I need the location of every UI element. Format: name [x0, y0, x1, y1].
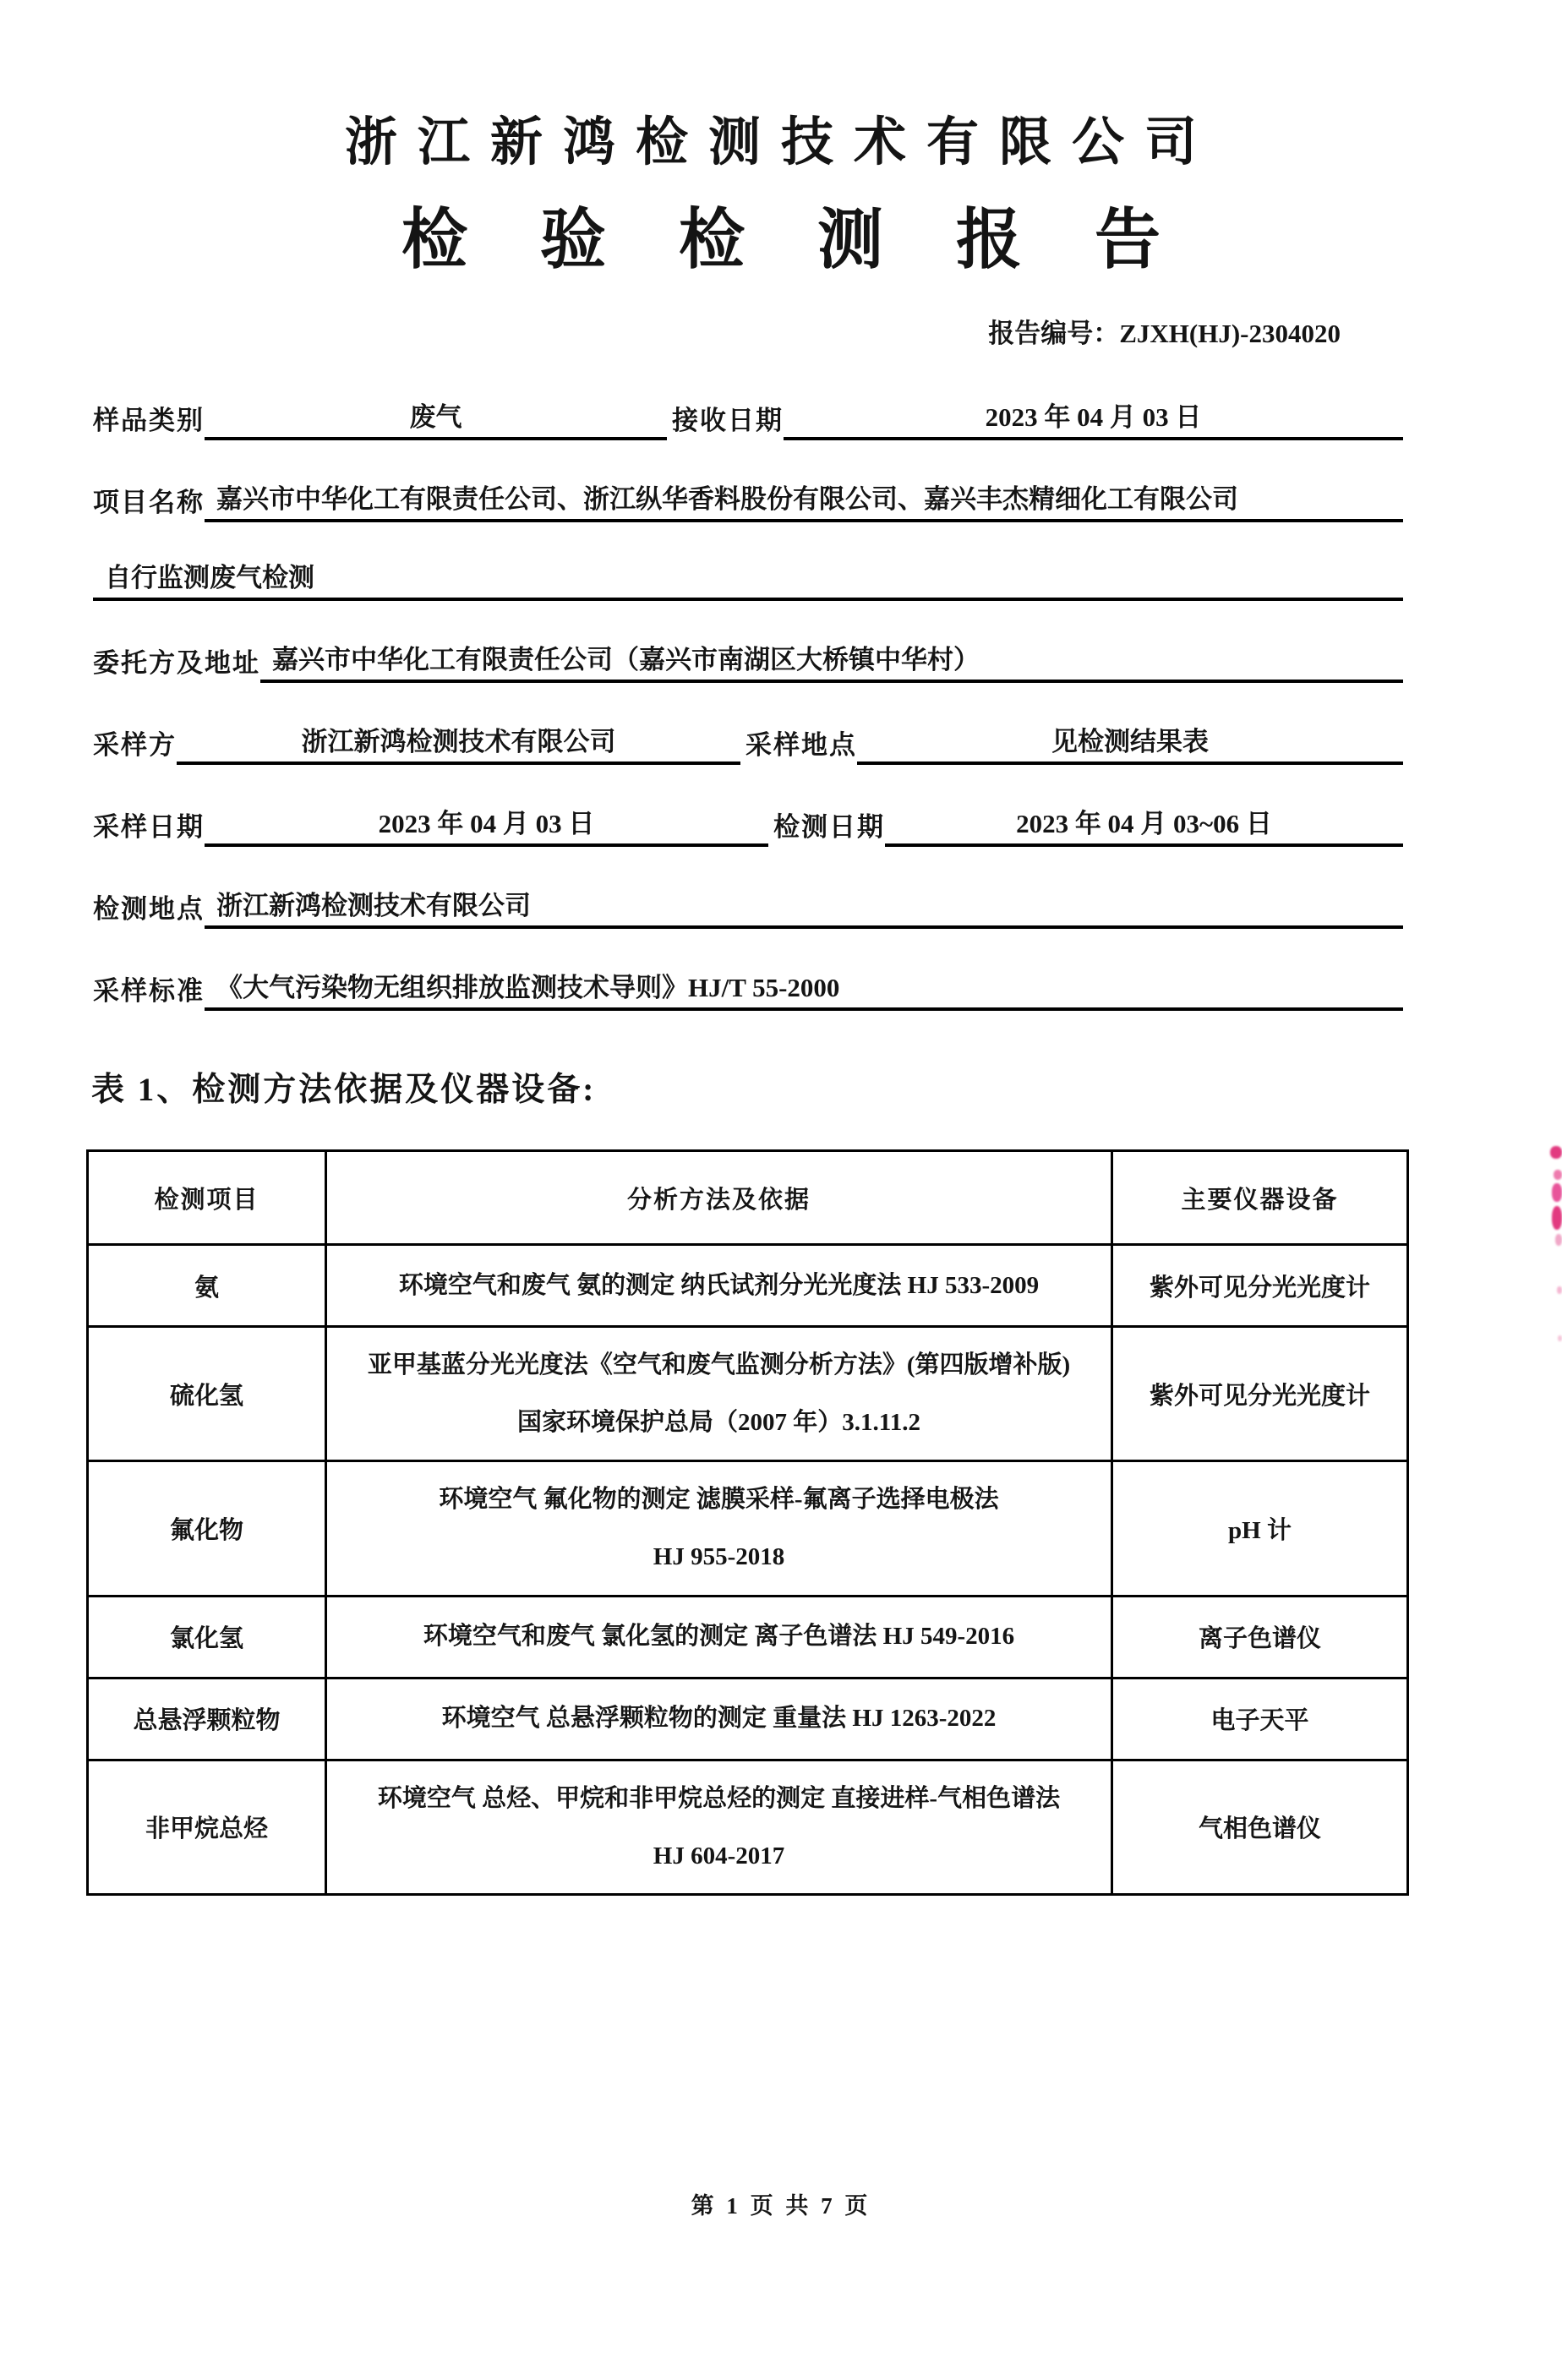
method-line: 亚甲基蓝分光光度法《空气和废气监测分析方法》(第四版增补版) [367, 1351, 1071, 1378]
report-number-label: 报告编号： [988, 319, 1120, 348]
method-cell [326, 1461, 1112, 1596]
method-cell [326, 1327, 1112, 1461]
red-stamp-mark [1555, 1234, 1562, 1246]
test-site-value: 浙江新鸿检测技术有限公司 [205, 884, 1403, 929]
red-stamp-mark [1550, 1146, 1562, 1159]
receive-date-value: 2023 年 04 月 03 日 [784, 396, 1403, 440]
report-title: 检验检测报告 [401, 203, 1233, 276]
project-name-label: 项目名称 [93, 488, 205, 517]
table-row [88, 1245, 1408, 1327]
test-item-cell: 氯化氢 [88, 1596, 326, 1678]
test-site-label: 检测地点 [93, 894, 205, 924]
table1-caption: 表 1、检测方法依据及仪器设备: [91, 1072, 597, 1108]
sampling-site-value: 见检测结果表 [857, 720, 1403, 765]
method-line: 环境空气 总烃、甲烷和非甲烷总烃的测定 直接进样-气相色谱法 [377, 1784, 1061, 1812]
red-stamp-mark [1554, 1170, 1562, 1180]
method-line: 环境空气和废气 氨的测定 纳氏试剂分光光度法 HJ 533-2009 [398, 1271, 1040, 1299]
instrument-cell: 气相色谱仪 [1112, 1760, 1408, 1894]
field-row-dates [93, 802, 1403, 847]
sample-category-value: 废气 [205, 396, 667, 440]
test-date-label: 检测日期 [773, 812, 885, 842]
sampling-site-label: 采样地点 [746, 730, 857, 760]
method-line: HJ 604-2017 [653, 1842, 785, 1870]
field-row-sampling-standard [93, 966, 1403, 1011]
method-cell [326, 1678, 1112, 1760]
test-item-cell: 氨 [88, 1245, 326, 1327]
table-row [88, 1760, 1408, 1894]
table-row [88, 1461, 1408, 1596]
methods-instruments-table [86, 1149, 1409, 1896]
sampling-date-label: 采样日期 [93, 812, 205, 842]
report-number-value: ZJXH(HJ)-2304020 [1119, 319, 1341, 348]
method-line: 环境空气 总悬浮颗粒物的测定 重量法 HJ 1263-2022 [441, 1705, 997, 1733]
page-number-footer: 第 1 页 共 7 页 [691, 2193, 871, 2219]
sampler-label: 采样方 [93, 730, 177, 760]
field-row-client [93, 638, 1403, 683]
red-stamp-mark [1558, 1335, 1562, 1341]
sampling-date-value: 2023 年 04 月 03 日 [205, 802, 768, 847]
instrument-cell: pH 计 [1112, 1461, 1408, 1596]
field-row-sampler [93, 720, 1403, 765]
test-item-cell: 总悬浮颗粒物 [88, 1678, 326, 1760]
field-row-sample-category [93, 396, 1403, 440]
test-item-cell: 氟化物 [88, 1461, 326, 1596]
method-line: 环境空气 氟化物的测定 滤膜采样-氟离子选择电极法 [439, 1486, 999, 1514]
instrument-cell: 离子色谱仪 [1112, 1596, 1408, 1678]
method-cell [326, 1760, 1112, 1894]
sample-category-label: 样品类别 [93, 406, 205, 435]
table-header-cell-1: 分析方法及依据 [326, 1151, 1112, 1245]
red-stamp-mark [1552, 1206, 1562, 1230]
test-item-cell: 非甲烷总烃 [88, 1760, 326, 1894]
method-line: 国家环境保护总局（2007 年）3.1.11.2 [517, 1409, 920, 1437]
test-item-cell: 硫化氢 [88, 1327, 326, 1461]
company-title: 浙江新鸿检测技术有限公司 [344, 114, 1217, 172]
instrument-cell: 电子天平 [1112, 1678, 1408, 1760]
table-row [88, 1327, 1408, 1461]
instrument-cell: 紫外可见分光光度计 [1112, 1245, 1408, 1327]
report-number-line [0, 312, 1562, 350]
table-header-cell-0: 检测项目 [88, 1151, 326, 1245]
test-date-value: 2023 年 04 月 03~06 日 [885, 802, 1403, 847]
method-cell [326, 1245, 1112, 1327]
project-name-value-line1: 嘉兴市中华化工有限责任公司、浙江纵华香料股份有限公司、嘉兴丰杰精细化工有限公司 [205, 478, 1403, 522]
client-label: 委托方及地址 [93, 648, 260, 678]
red-stamp-mark [1557, 1286, 1562, 1294]
table-row [88, 1596, 1408, 1678]
method-cell [326, 1596, 1112, 1678]
method-line: HJ 955-2018 [653, 1543, 785, 1571]
method-line: 环境空气和废气 氯化氢的测定 离子色谱法 HJ 549-2016 [423, 1623, 1015, 1651]
red-stamp-mark [1552, 1183, 1562, 1202]
client-value: 嘉兴市中华化工有限责任公司（嘉兴市南湖区大桥镇中华村） [260, 638, 1403, 683]
instrument-cell: 紫外可见分光光度计 [1112, 1327, 1408, 1461]
sampler-value: 浙江新鸿检测技术有限公司 [177, 720, 740, 765]
table-header-cell-2: 主要仪器设备 [1112, 1151, 1408, 1245]
receive-date-label: 接收日期 [672, 406, 784, 435]
field-row-project-name [93, 478, 1403, 522]
header-fields [93, 396, 1403, 1011]
field-row-test-site [93, 884, 1403, 929]
project-name-value-line2: 自行监测废气检测 [93, 556, 1403, 601]
field-row-project-name-cont [93, 556, 1403, 601]
table-row [88, 1678, 1408, 1760]
table-header-row [88, 1151, 1408, 1245]
sampling-standard-label: 采样标准 [93, 976, 205, 1006]
sampling-standard-value: 《大气污染物无组织排放监测技术导则》HJ/T 55-2000 [205, 966, 1403, 1011]
